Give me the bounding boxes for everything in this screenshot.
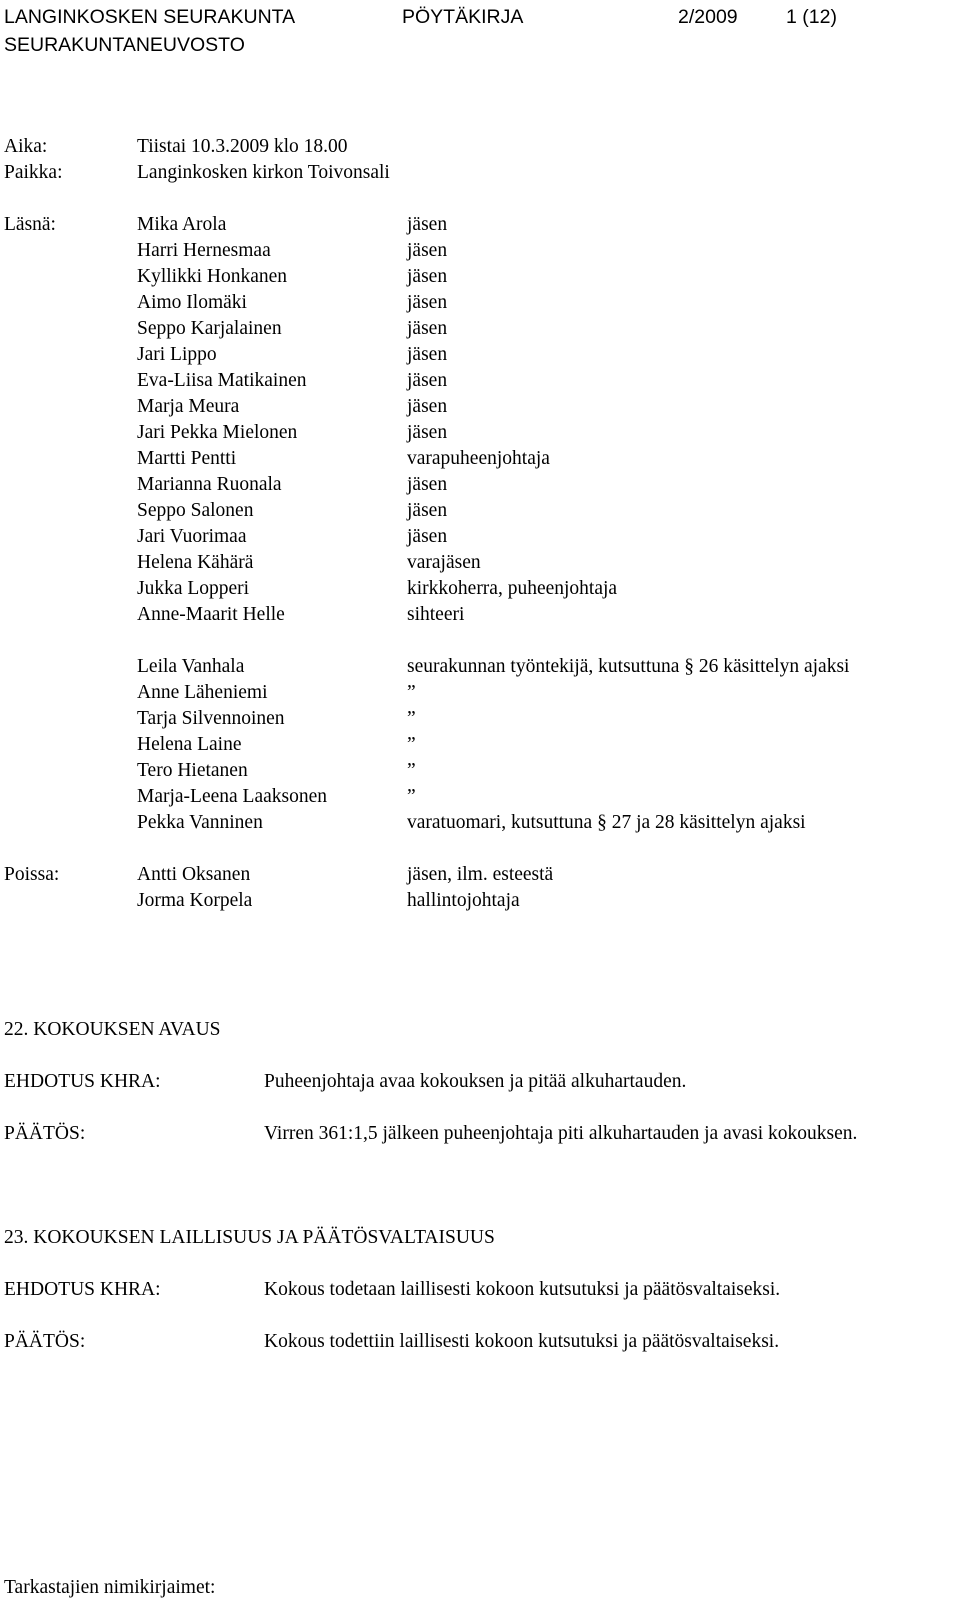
ditto-mark: ” — [407, 760, 416, 781]
member-role: jäsen — [407, 344, 448, 365]
document-number: 2/2009 — [678, 6, 738, 28]
proposal-text: Kokous todetaan laillisesti kokoon kutsutuksi ja päätösvaltaiseksi. — [264, 1279, 781, 1300]
organization-name: LANGINKOSKEN SEURAKUNTA — [4, 6, 296, 28]
member-role: jäsen — [407, 526, 448, 547]
list-item — [130, 446, 950, 472]
decision-text: Virren 361:1,5 jälkeen puheenjohtaja piti alkuhartauden ja avasi kokouksen. — [264, 1123, 858, 1144]
proposal-label: EHDOTUS KHRA: — [4, 1071, 161, 1092]
member-name: Eva-Liisa Matikainen — [137, 370, 307, 391]
list-item — [130, 420, 950, 446]
member-role: jäsen — [407, 396, 448, 417]
list-item — [130, 576, 950, 602]
list-item — [130, 212, 950, 238]
list-item — [130, 264, 950, 290]
invited-role: seurakunnan työntekijä, kutsuttuna § 26 käsittelyn ajaksi — [407, 656, 850, 677]
member-name: Mika Arola — [137, 214, 227, 235]
list-item — [130, 680, 950, 706]
list-item — [130, 732, 950, 758]
proposal-label: EHDOTUS KHRA: — [4, 1279, 161, 1300]
member-name: Jari Pekka Mielonen — [137, 422, 298, 443]
invited-name: Pekka Vanninen — [137, 812, 263, 833]
member-name: Jari Vuorimaa — [137, 526, 247, 547]
member-role: jäsen — [407, 370, 448, 391]
member-name: Marianna Ruonala — [137, 474, 282, 495]
member-role: varapuheenjohtaja — [407, 448, 550, 469]
document-header — [4, 4, 954, 30]
absent-name: Antti Oksanen — [137, 864, 251, 885]
page-number: 1 (12) — [786, 6, 837, 28]
list-item — [130, 758, 950, 784]
list-item — [130, 316, 950, 342]
list-item — [130, 654, 950, 680]
meeting-place-row — [0, 160, 960, 186]
member-role: varajäsen — [407, 552, 481, 573]
decision-label: PÄÄTÖS: — [4, 1331, 86, 1352]
time-label: Aika: — [4, 136, 48, 157]
list-item — [130, 238, 950, 264]
member-name: Harri Hernesmaa — [137, 240, 271, 261]
list-item — [130, 602, 950, 628]
section-title: 23. KOKOUKSEN LAILLISUUS JA PÄÄTÖSVALTAISUUS — [4, 1227, 495, 1248]
section-title: 22. KOKOUKSEN AVAUS — [4, 1019, 221, 1040]
member-name: Anne-Maarit Helle — [137, 604, 285, 625]
absent-role: hallintojohtaja — [407, 890, 520, 911]
absent-role: jäsen, ilm. esteestä — [407, 864, 554, 885]
list-item — [130, 290, 950, 316]
member-name: Jari Lippo — [137, 344, 217, 365]
member-role: jäsen — [407, 214, 448, 235]
decision-label: PÄÄTÖS: — [4, 1123, 86, 1144]
member-name: Seppo Karjalainen — [137, 318, 282, 339]
member-name: Jukka Lopperi — [137, 578, 250, 599]
list-item — [130, 498, 950, 524]
body-name: SEURAKUNTANEUVOSTO — [4, 34, 245, 56]
place-value: Langinkosken kirkon Toivonsali — [137, 162, 390, 183]
proposal-text: Puheenjohtaja avaa kokouksen ja pitää alkuhartauden. — [264, 1071, 687, 1092]
member-name: Seppo Salonen — [137, 500, 254, 521]
invited-name: Tarja Silvennoinen — [137, 708, 285, 729]
initials-label: Tarkastajien nimikirjaimet: — [4, 1577, 216, 1598]
absent-name: Jorma Korpela — [137, 890, 253, 911]
invited-name: Marja-Leena Laaksonen — [137, 786, 328, 807]
invited-name: Anne Läheniemi — [137, 682, 268, 703]
ditto-mark: ” — [407, 786, 416, 807]
absent-row-2 — [0, 888, 960, 914]
member-role: jäsen — [407, 422, 448, 443]
member-role: jäsen — [407, 292, 448, 313]
member-role: sihteeri — [407, 604, 465, 625]
absent-label: Poissa: — [4, 864, 60, 885]
member-role: jäsen — [407, 240, 448, 261]
member-role: jäsen — [407, 318, 448, 339]
member-role: jäsen — [407, 474, 448, 495]
list-item — [130, 550, 950, 576]
absent-row-1 — [0, 862, 960, 888]
present-label-row — [0, 212, 130, 238]
member-name: Helena Kähärä — [137, 552, 254, 573]
invited-role: varatuomari, kutsuttuna § 27 ja 28 käsittelyn ajaksi — [407, 812, 806, 833]
member-role: jäsen — [407, 266, 448, 287]
list-item — [130, 368, 950, 394]
member-role: jäsen — [407, 500, 448, 521]
member-name: Aimo Ilomäki — [137, 292, 247, 313]
invited-name: Helena Laine — [137, 734, 242, 755]
meeting-time-row — [0, 134, 960, 160]
list-item — [130, 472, 950, 498]
member-name: Marja Meura — [137, 396, 240, 417]
member-name: Kyllikki Honkanen — [137, 266, 288, 287]
document-type: PÖYTÄKIRJA — [402, 6, 524, 28]
list-item — [130, 784, 950, 810]
list-item — [130, 342, 950, 368]
invited-name: Leila Vanhala — [137, 656, 245, 677]
time-value: Tiistai 10.3.2009 klo 18.00 — [137, 136, 348, 157]
list-item — [130, 394, 950, 420]
ditto-mark: ” — [407, 734, 416, 755]
member-name: Martti Pentti — [137, 448, 237, 469]
list-item — [130, 706, 950, 732]
list-item — [130, 524, 950, 550]
ditto-mark: ” — [407, 682, 416, 703]
member-role: kirkkoherra, puheenjohtaja — [407, 578, 618, 599]
ditto-mark: ” — [407, 708, 416, 729]
invited-name: Tero Hietanen — [137, 760, 248, 781]
place-label: Paikka: — [4, 162, 63, 183]
list-item — [130, 810, 950, 836]
present-label: Läsnä: — [4, 214, 56, 235]
decision-text: Kokous todettiin laillisesti kokoon kutsutuksi ja päätösvaltaiseksi. — [264, 1331, 780, 1352]
